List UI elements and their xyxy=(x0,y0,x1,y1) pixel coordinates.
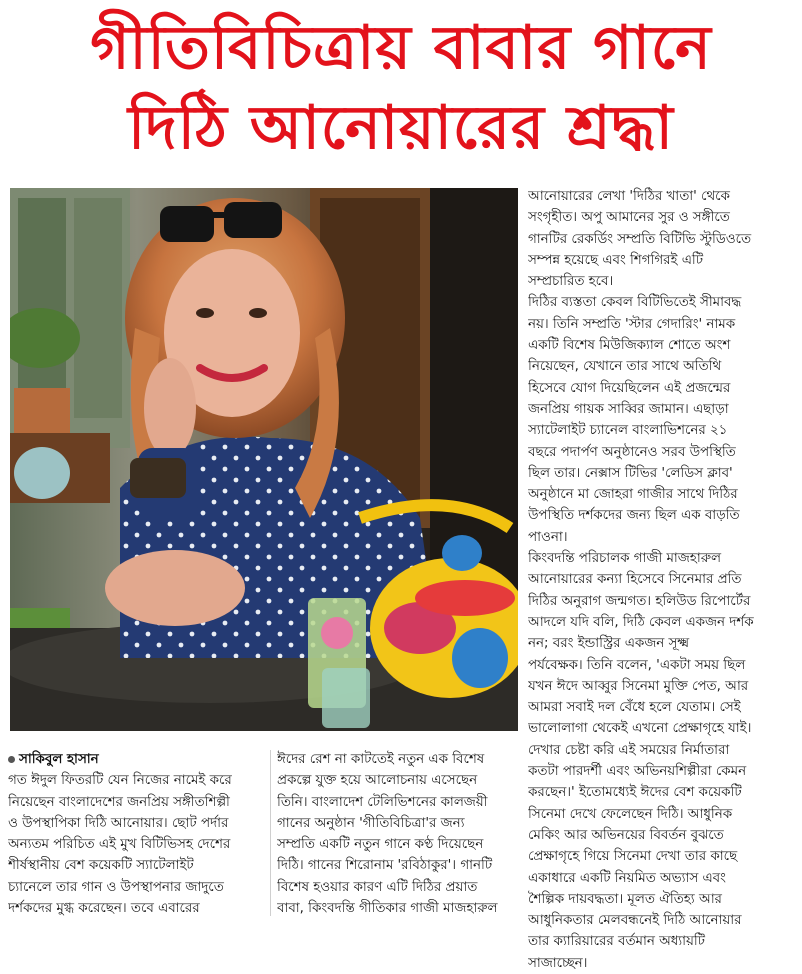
text-line: প্রেক্ষাগৃহে গিয়ে সিনেমা দেখা তার কাছে xyxy=(528,849,738,865)
text-line: গানের অনুষ্ঠান 'গীতিবিচিত্রা'র জন্য xyxy=(277,815,465,831)
text-line: গানটির রেকর্ডিং সম্প্রতি বিটিভি স্টুডিওতে xyxy=(528,231,752,247)
text-line: সম্পন্ন হয়েছে এবং শিগগিরই এটি xyxy=(528,252,704,268)
text-line: আমরা সবাই দল বেঁধে হলে যেতাম। সেই xyxy=(528,700,741,716)
text-line: মেকিং আর অভিনয়ের বিবর্তন বুঝতে xyxy=(528,827,724,843)
bullet-dot xyxy=(8,756,15,763)
headline xyxy=(0,2,802,180)
text-line: জনপ্রিয় গায়ক সাব্বির জামান। এছাড়া xyxy=(528,401,729,417)
text-line: দর্শকদের মুগ্ধ করেছেন। তবে এবারের xyxy=(8,901,200,917)
text-line: হিসেবে যোগ দিয়েছিলেন এই প্রজন্মের xyxy=(528,380,731,396)
article-photo xyxy=(10,188,518,731)
text-line: নিয়েছেন, যেখানে তার সাথে অতিথি xyxy=(528,359,722,375)
text-line: সিনেমা দেখে ফেলেছেন দিঠি। আধুনিক xyxy=(528,806,733,822)
text-line: ঈদের রেশ না কাটতেই নতুন এক বিশেষ xyxy=(277,752,485,767)
byline xyxy=(8,749,266,770)
text-line: দিঠি। গানের শিরোনাম 'রবিঠাকুর'। গানটি xyxy=(277,858,493,874)
text-line: উপস্থিতি দর্শকদের জন্য ছিল এক বাড়তি xyxy=(528,508,740,524)
text-line: ছিল তার। নেক্সাস টিভির 'লেডিস ক্লাব' xyxy=(528,465,733,481)
column-divider xyxy=(270,750,271,916)
text-line: সাজাচ্ছেন। xyxy=(528,955,588,971)
text-line: নয়। তিনি সম্প্রতি 'স্টার গেদারিং' নামক xyxy=(528,316,736,332)
text-line: তিনি। বাংলাদেশ টেলিভিশনের কালজয়ী xyxy=(277,794,488,810)
text-line: ও উপস্থাপিকা দিঠি আনোয়ার। ছোট পর্দার xyxy=(8,815,229,831)
headline-line-1: গীতিবিচিত্রায় বাবার গানে xyxy=(90,13,712,83)
text-line: অনুষ্ঠানে মা জোহরা গাজীর সাথে দিঠির xyxy=(528,487,738,503)
text-line: আদলে যদি বলি, দিঠি কেবল একজন দর্শক xyxy=(528,614,754,630)
text-line: বছরে পদার্পণ অনুষ্ঠানেও সরব উপস্থিতি xyxy=(528,444,736,460)
text-line: আনোয়ারের কন্যা হিসেবে সিনেমার প্রতি xyxy=(528,572,742,588)
text-line: বিশেষ হওয়ার কারণ এটি দিঠির প্রয়াত xyxy=(277,879,478,895)
text-line: বাবা, কিংবদন্তি গীতিকার গাজী মাজহারুল xyxy=(277,901,498,917)
byline-name: সাকিবুল হাসান xyxy=(19,752,99,767)
text-line: চ্যানেলে তার গান ও উপস্থাপনার জাদুতে xyxy=(8,879,224,895)
text-line: সম্প্রতি একটি নতুন গানে কণ্ঠ দিয়েছেন xyxy=(277,837,484,853)
text-line: আধুনিকতার মেলবন্ধনেই দিঠি আনোয়ার xyxy=(528,913,742,929)
text-line: তার ক্যারিয়ারের বর্তমান অধ্যায়টি xyxy=(528,934,705,950)
bottom-column-1 xyxy=(8,749,266,919)
text-line: সম্প্রচারিত হবে। xyxy=(528,274,614,290)
text-line: প্রকল্পে যুক্ত হয়ে আলোচনায় এসেছেন xyxy=(277,773,478,789)
text-line: আনোয়ারের লেখা 'দিঠির খাতা' থেকে xyxy=(528,189,730,204)
text-line: একটি বিশেষ মিউজিক্যাল শোতে অংশ xyxy=(528,338,731,354)
text-line: ভালোলাগা থেকেই এখনো প্রেক্ষাগৃহে যাই। xyxy=(528,721,752,737)
text-line: পাওনা। xyxy=(528,529,568,545)
text-line: দেখার চেষ্টা করি এই সময়ের নির্মাতারা xyxy=(528,742,730,758)
text-line: স্যাটেলাইট চ্যানেল বাংলাভিশনের ২১ xyxy=(528,423,728,439)
text-line: যখন ঈদে আব্বুর সিনেমা মুক্তি পেত, আর xyxy=(528,678,749,694)
text-line: একাধারে একটি নিয়মিত অভ্যাস এবং xyxy=(528,870,726,886)
right-column-text xyxy=(528,186,796,974)
text-line: পর্যবেক্ষক। তিনি বলেন, 'একটা সময় ছিল xyxy=(528,657,746,673)
text-line: কিংবদন্তি পরিচালক গাজী মাজহারুল xyxy=(528,551,721,567)
text-line: দিঠির ব্যস্ততা কেবল বিটিভিতেই সীমাবদ্ধ xyxy=(528,295,742,311)
text-line: অন্যতম পরিচিত এই মুখ বিটিভিসহ দেশের xyxy=(8,837,231,853)
text-line: সংগৃহীত। অপু আমানের সুর ও সঙ্গীতে xyxy=(528,210,730,226)
text-line: গত ঈদুল ফিতরটি যেন নিজের নামেই করে xyxy=(8,773,232,789)
text-line: নিয়েছেন বাংলাদেশের জনপ্রিয় সঙ্গীতশিল্পী xyxy=(8,794,230,810)
headline-line-2: দিঠি আনোয়ারের শ্রদ্ধা xyxy=(128,93,674,163)
text-line: করছেন।' ইতোমধ্যেই ঈদের বেশ কয়েকটি xyxy=(528,785,742,801)
text-line: দিঠির অনুরাগ জন্মগত। হলিউড রিপোর্টের xyxy=(528,593,751,609)
text-line: নন; বরং ইন্ডাস্ট্রির একজন সূক্ষ্ম xyxy=(528,636,689,652)
text-line: শৈল্পিক দায়বদ্ধতা। মূলত ঐতিহ্য আর xyxy=(528,891,722,907)
bottom-column-2 xyxy=(277,749,523,919)
text-line: কতটা পারদর্শী এবং অভিনয়শিল্পীরা কেমন xyxy=(528,764,747,780)
text-line: শীর্ষস্থানীয় বেশ কয়েকটি স্যাটেলাইট xyxy=(8,858,194,874)
